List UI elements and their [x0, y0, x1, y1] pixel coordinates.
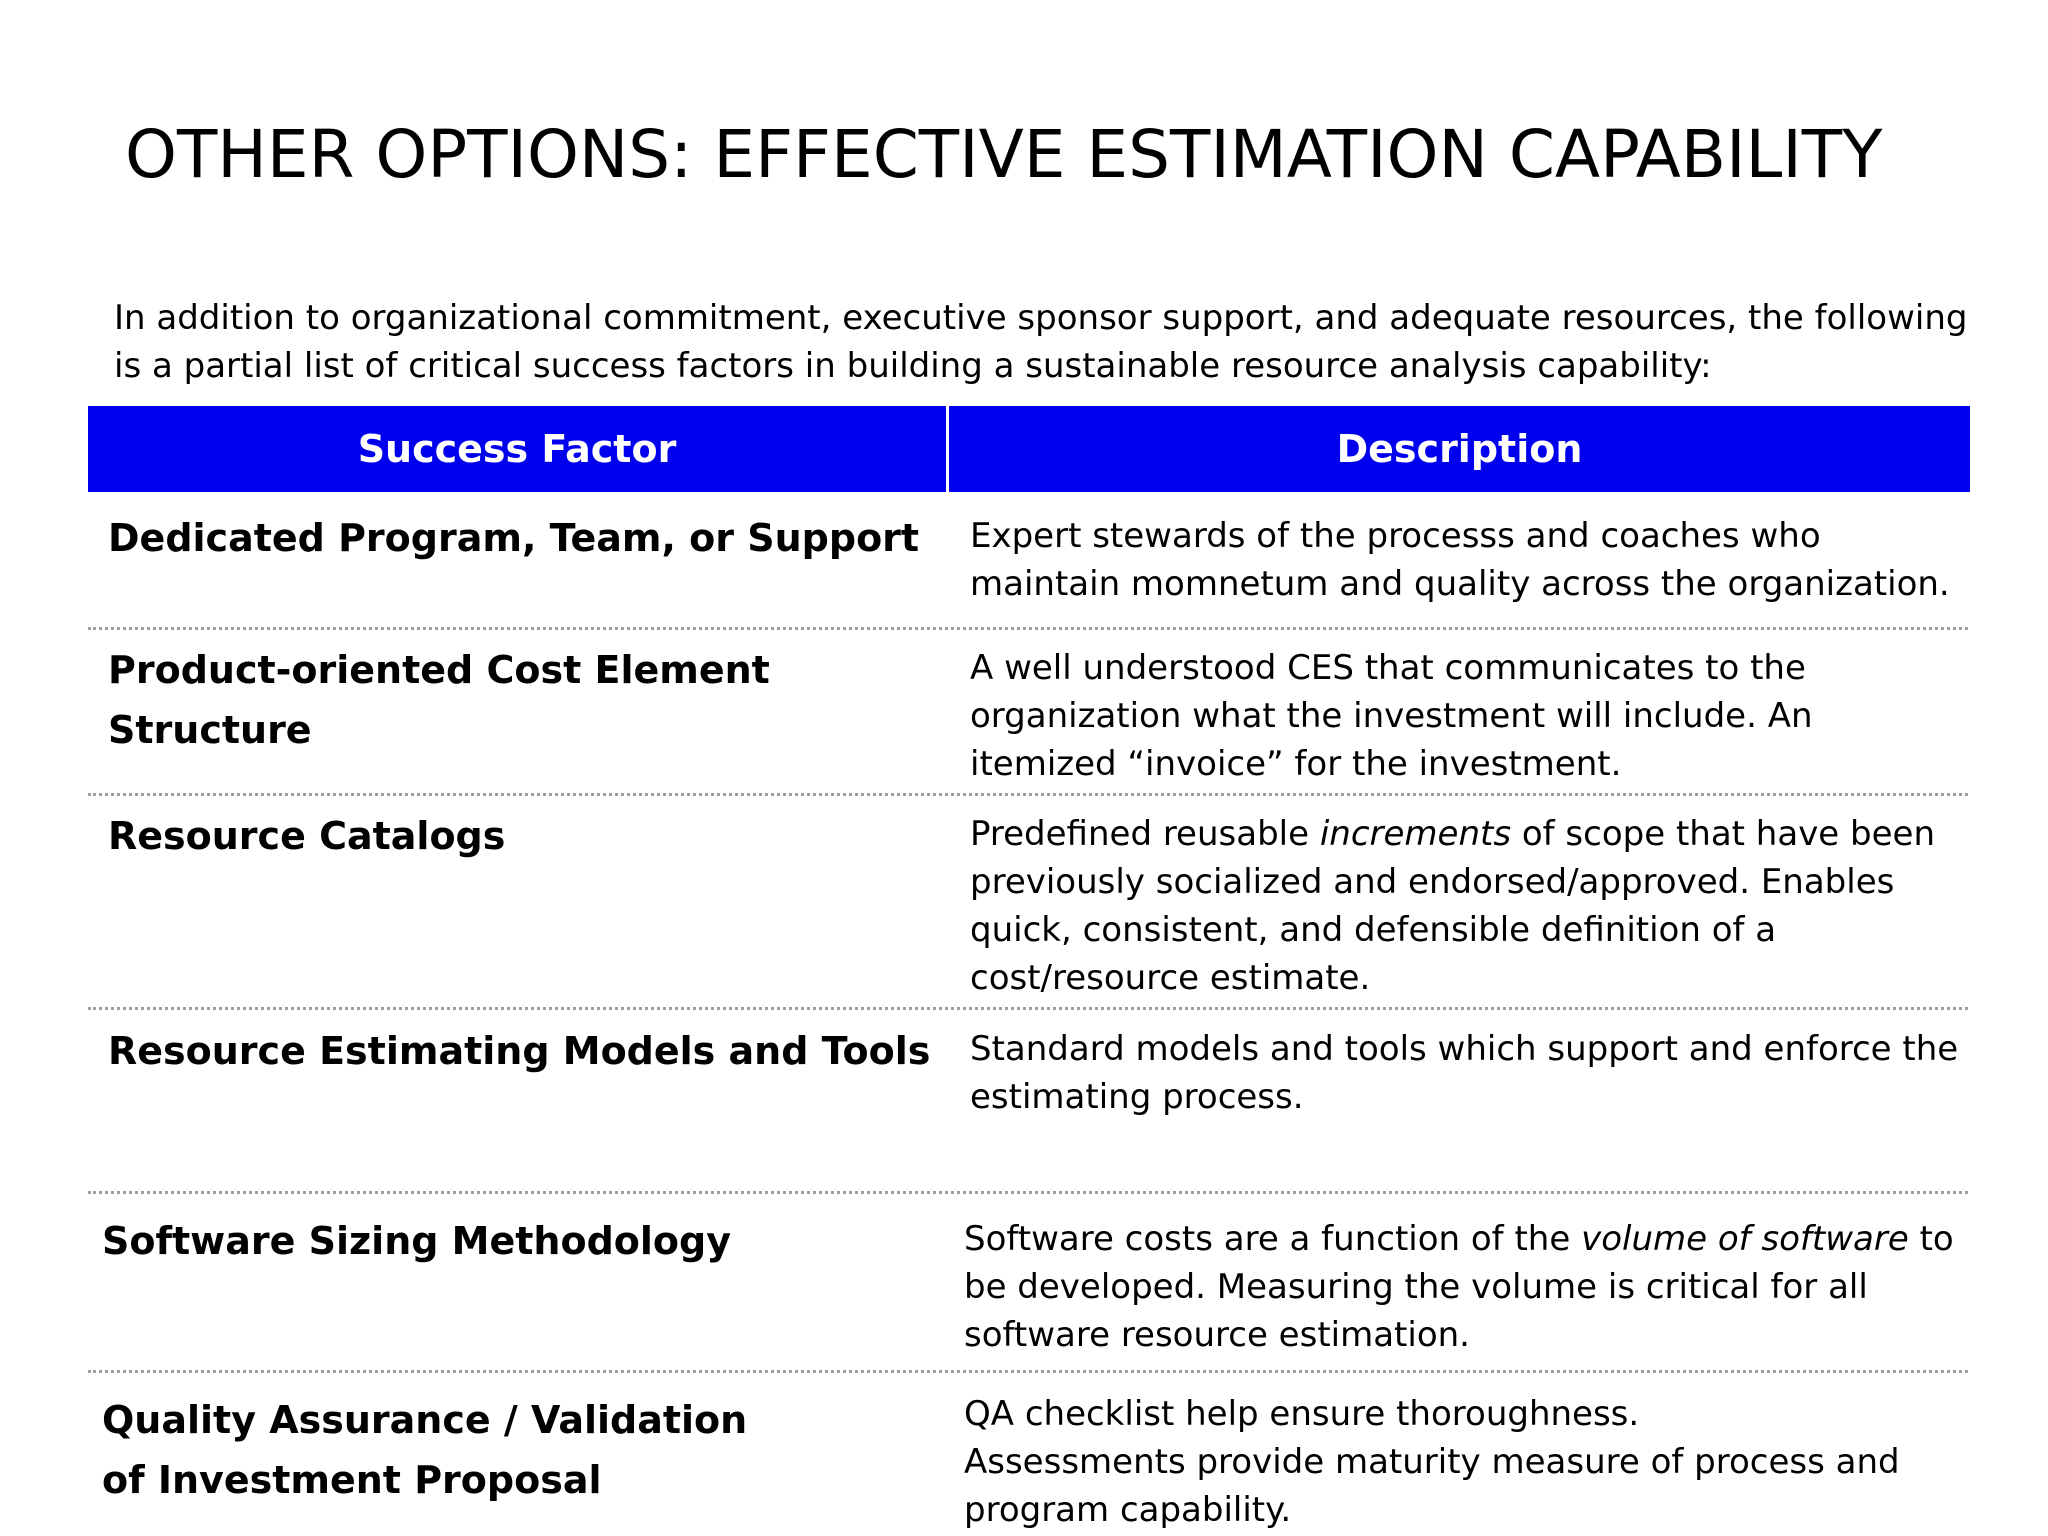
row-description: A well understood CES that communicates to the organization what the investment will include. An itemized “invoice” for the investment. — [970, 648, 1813, 784]
row-factor: Resource Estimating Models and Tools — [108, 1029, 931, 1073]
row-description — [964, 1215, 1954, 1359]
description-line: QA checklist help ensure thoroughness. — [964, 1394, 1640, 1434]
intro-paragraph: In addition to organizational commitment, executive sponsor support, and adequate resources, the following is a partial list of critical success factors in building a sustainable resource analysis capability: — [114, 298, 1968, 386]
row-divider — [88, 627, 1968, 630]
row-description: Expert stewards of the processs and coaches who maintain momnetum and quality across the organization. — [970, 516, 1950, 604]
table-header — [88, 406, 1970, 492]
row-factor: Product-oriented Cost Element Structure — [108, 648, 770, 752]
row-divider — [88, 1191, 1968, 1194]
description-emphasis: increments — [1319, 814, 1512, 854]
description-text: Predefined reusable — [970, 814, 1320, 854]
row-factor: Software Sizing Methodology — [102, 1219, 732, 1263]
header-label-success-factor: Success Factor — [357, 427, 677, 471]
description-emphasis: volume of software — [1581, 1219, 1909, 1259]
row-description: Standard models and tools which support and enforce the estimating process. — [970, 1029, 1959, 1117]
header-cell-success-factor — [88, 406, 949, 492]
description-line: Assessments provide maturity measure of process and program capability. — [964, 1442, 1900, 1530]
row-divider — [88, 793, 1968, 796]
row-factor: Quality Assurance / Validation of Investment Proposal — [102, 1398, 748, 1502]
header-label-description: Description — [1336, 427, 1583, 471]
description-text: to be developed. Measuring the volume is critical for all software resource estimation. — [964, 1219, 1954, 1355]
row-divider — [88, 1370, 1968, 1373]
row-description — [964, 1390, 1954, 1534]
description-text: Software costs are a function of the — [964, 1219, 1582, 1259]
row-divider — [88, 1007, 1968, 1010]
description-text: of scope that have been previously socialized and endorsed/approved. Enables quick, consistent, and defensible definition of a cost/resource estimate. — [970, 814, 1936, 998]
row-description — [970, 810, 1960, 1002]
row-factor: Dedicated Program, Team, or Support — [108, 516, 920, 560]
header-cell-description — [949, 406, 1970, 492]
row-factor: Resource Catalogs — [108, 814, 506, 858]
slide-title: OTHER OPTIONS: EFFECTIVE ESTIMATION CAPABILITY — [125, 116, 1883, 193]
